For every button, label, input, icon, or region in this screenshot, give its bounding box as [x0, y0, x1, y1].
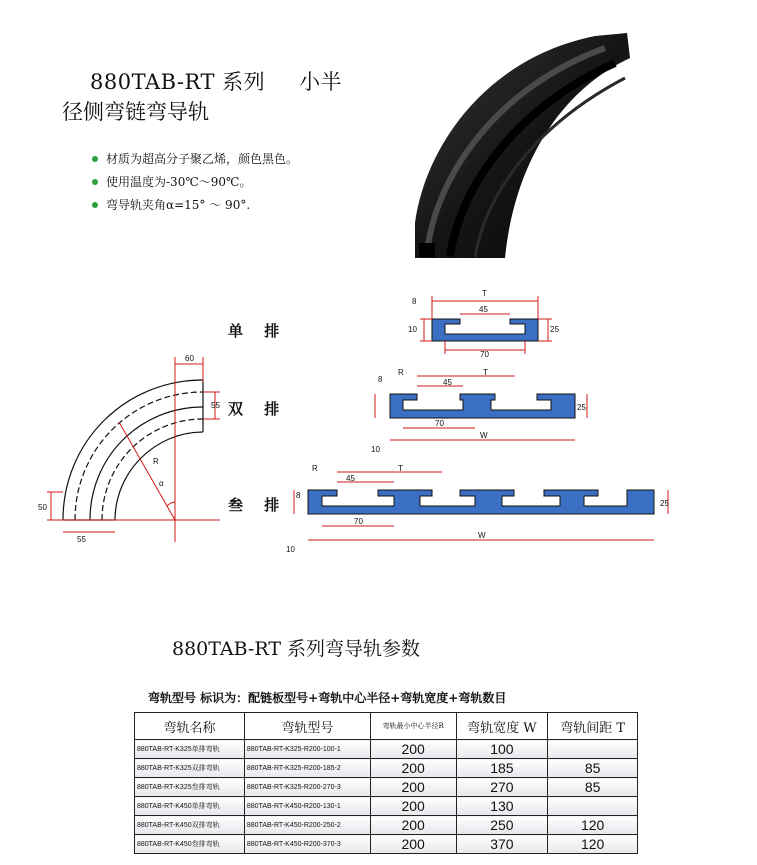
- profile-double: [365, 366, 597, 456]
- dim-triple-top: T: [398, 464, 403, 473]
- cell-radius: 200: [370, 797, 456, 816]
- dim-triple-mid: 45: [346, 474, 355, 483]
- col-header-model: 弯轨型号: [244, 713, 370, 740]
- cell-width: 185: [456, 759, 548, 778]
- bullet-dot-icon: [92, 179, 98, 185]
- dim-double-width: W: [480, 431, 488, 440]
- dim-triple-r: R: [312, 464, 318, 473]
- dim-bottom-width: 55: [77, 535, 86, 544]
- cell-width: 250: [456, 816, 548, 835]
- cell-spacing: 120: [548, 816, 638, 835]
- dim-single-mid: 45: [479, 305, 488, 314]
- table-row: [135, 835, 638, 854]
- cell-model: 880TAB-RT-K325-R200-270-3: [244, 778, 370, 797]
- profile-triple: [282, 462, 682, 556]
- bullet-dot-icon: [92, 156, 98, 162]
- title-series: 880TAB-RT 系列: [90, 70, 266, 94]
- dim-double-mid: 45: [443, 378, 452, 387]
- profile-single: [400, 286, 560, 358]
- dim-single-left-h: 8: [412, 297, 417, 306]
- feature-list: [92, 150, 298, 219]
- cell-model: 880TAB-RT-K450-R200-130-1: [244, 797, 370, 816]
- cell-name: 880TAB-RT-K325叁排弯轨: [135, 778, 245, 797]
- dim-single-left-w: 10: [408, 325, 417, 334]
- table-header-row: [135, 713, 638, 740]
- col-header-radius: 弯轨最小中心半径R: [370, 713, 456, 740]
- title-suffix: 小半: [299, 70, 343, 94]
- bullet-dot-icon: [92, 202, 98, 208]
- dim-triple-side: 10: [286, 545, 295, 554]
- cell-name: 880TAB-RT-K450叁排弯轨: [135, 835, 245, 854]
- dim-single-top: T: [482, 289, 487, 298]
- dim-double-r: R: [398, 368, 404, 377]
- cell-model: 880TAB-RT-K450-R200-250-2: [244, 816, 370, 835]
- dim-radius: R: [153, 457, 159, 466]
- dim-angle: α: [159, 479, 164, 488]
- cell-spacing: 85: [548, 759, 638, 778]
- row-label-triple: 叁 排: [228, 496, 288, 514]
- table-row: [135, 740, 638, 759]
- cell-radius: 200: [370, 778, 456, 797]
- col-header-width: 弯轨宽度 W: [456, 713, 548, 740]
- table-row: [135, 816, 638, 835]
- cell-width: 100: [456, 740, 548, 759]
- table-row: [135, 759, 638, 778]
- dim-top-width: 60: [185, 354, 194, 363]
- dim-bottom-height: 50: [38, 503, 47, 512]
- cell-name: 880TAB-RT-K450双排弯轨: [135, 816, 245, 835]
- table-row: [135, 797, 638, 816]
- dim-triple-width: W: [478, 531, 486, 540]
- dim-triple-left-h: 8: [296, 491, 301, 500]
- cell-spacing: 85: [548, 778, 638, 797]
- params-table: [134, 712, 638, 854]
- cell-name: 880TAB-RT-K325双排弯轨: [135, 759, 245, 778]
- dim-double-right-h: 25: [577, 403, 586, 412]
- dim-single-right-h: 25: [550, 325, 559, 334]
- cell-width: 130: [456, 797, 548, 816]
- params-note: 弯轨型号 标识为：配链板型号+弯轨中心半径+弯轨宽度+弯轨数目: [148, 691, 507, 705]
- cell-model: 880TAB-RT-K325-R200-100-1: [244, 740, 370, 759]
- dim-double-bottom: 70: [435, 419, 444, 428]
- dim-single-bottom: 70: [480, 350, 489, 358]
- feature-item: 弯导轨夹角α=15° ～ 90°.: [92, 196, 298, 219]
- row-label-double: 双 排: [228, 400, 288, 418]
- cell-name: 880TAB-RT-K325单排弯轨: [135, 740, 245, 759]
- col-header-spacing: 弯轨间距 T: [548, 713, 638, 740]
- cell-model: 880TAB-RT-K450-R200-370-3: [244, 835, 370, 854]
- curve-drawing: [35, 352, 225, 547]
- dim-triple-bottom: 70: [354, 517, 363, 526]
- cell-radius: 200: [370, 835, 456, 854]
- params-title: 880TAB-RT 系列弯导轨参数: [172, 638, 421, 660]
- cell-radius: 200: [370, 759, 456, 778]
- cell-spacing: [548, 797, 638, 816]
- cell-radius: 200: [370, 816, 456, 835]
- cell-spacing: 120: [548, 835, 638, 854]
- table-row: [135, 778, 638, 797]
- cell-model: 880TAB-RT-K325-R200-185-2: [244, 759, 370, 778]
- page-title-line2: 径侧弯链弯导轨: [62, 100, 209, 124]
- cell-radius: 200: [370, 740, 456, 759]
- row-label-single: 单 排: [228, 322, 288, 340]
- col-header-name: 弯轨名称: [135, 713, 245, 740]
- cell-width: 270: [456, 778, 548, 797]
- dim-side-height: 55: [211, 401, 220, 410]
- dim-triple-right-h: 25: [660, 499, 669, 508]
- feature-item: 材质为超高分子聚乙烯，颜色黑色。: [92, 150, 298, 173]
- dim-double-top: T: [483, 368, 488, 377]
- curved-rail-photo: [405, 28, 635, 260]
- feature-item: 使用温度为-30℃～90℃。: [92, 173, 298, 196]
- cell-width: 370: [456, 835, 548, 854]
- cell-spacing: [548, 740, 638, 759]
- dim-double-left-h: 8: [378, 375, 383, 384]
- page-title: [90, 66, 342, 96]
- cell-name: 880TAB-RT-K450单排弯轨: [135, 797, 245, 816]
- dim-double-side: 10: [371, 445, 380, 454]
